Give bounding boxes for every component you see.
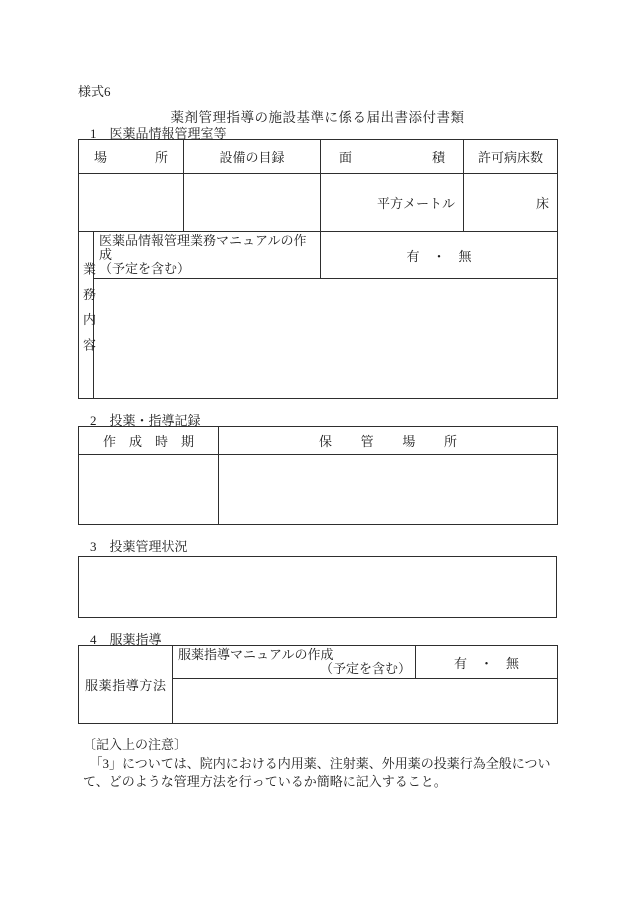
notes-line2: て、どのような管理方法を行っているか簡略に記入すること。 — [83, 774, 447, 789]
guidance-method-entry-cell — [173, 679, 558, 724]
manual-yes-no-choice: 有 ・ 無 — [321, 232, 558, 279]
medication-management-entry-box — [78, 556, 557, 618]
notes-block — [78, 736, 557, 792]
header-beds: 許可病床数 — [464, 140, 558, 174]
section4-heading: 4 服薬指導 — [90, 632, 162, 647]
guidance-manual-line2: （予定を含む） — [319, 661, 411, 676]
medication-guidance-table — [78, 645, 558, 724]
header-equipment: 設備の目録 — [184, 140, 321, 174]
header-location: 場所 — [79, 140, 184, 174]
document-content — [78, 81, 557, 792]
guidance-yes-no-choice: 有 ・ 無 — [416, 646, 558, 679]
table4-manual-row — [79, 646, 558, 679]
med-info-room-table — [78, 139, 558, 399]
duty-content-entry-cell — [94, 279, 558, 399]
guidance-manual-cell — [173, 646, 416, 679]
section1-heading: 1 医薬品情報管理室等 — [90, 126, 227, 141]
table2-header-row — [79, 427, 558, 455]
equipment-entry-cell — [184, 174, 321, 232]
duty-content-label-cell — [79, 232, 94, 399]
header-area: 面積 — [321, 140, 464, 174]
beds-unit-cell: 床 — [464, 174, 558, 232]
section2-heading: 2 投薬・指導記録 — [90, 413, 201, 428]
section3-heading: 3 投薬管理状況 — [90, 539, 188, 554]
manual-creation-line1: 医薬品情報管理業務マニュアルの作成 — [99, 233, 307, 262]
table1-manual-row — [79, 232, 558, 279]
document-title: 薬剤管理指導の施設基準に係る届出書添付書類 — [170, 110, 465, 125]
manual-creation-cell — [94, 232, 321, 279]
header-storage-place: 保管場所 — [219, 427, 558, 455]
header-creation-time: 作成時期 — [79, 427, 219, 455]
manual-creation-line2: （予定を含む） — [99, 261, 191, 276]
duty-content-vertical-label: 業務内容 — [81, 262, 96, 364]
table1-duty-entry-row — [79, 279, 558, 399]
area-unit-cell: 平方メートル — [321, 174, 464, 232]
table1-entry-row — [79, 174, 558, 232]
notes-title: 〔記入上の注意〕 — [83, 737, 188, 752]
guidance-manual-line1: 服薬指導マニュアルの作成 — [178, 647, 334, 662]
dispensing-record-table — [78, 426, 558, 525]
notes-line1: 「3」については、院内における内用薬、注射薬、外用薬の投薬行為全般につい — [83, 755, 551, 771]
guidance-method-label-cell: 服薬指導方法 — [79, 646, 173, 724]
table1-header-row — [79, 140, 558, 174]
form-number: 様式6 — [78, 84, 111, 99]
storage-place-entry-cell — [219, 455, 558, 525]
location-entry-cell — [79, 174, 184, 232]
creation-time-entry-cell — [79, 455, 219, 525]
table2-entry-row — [79, 455, 558, 525]
